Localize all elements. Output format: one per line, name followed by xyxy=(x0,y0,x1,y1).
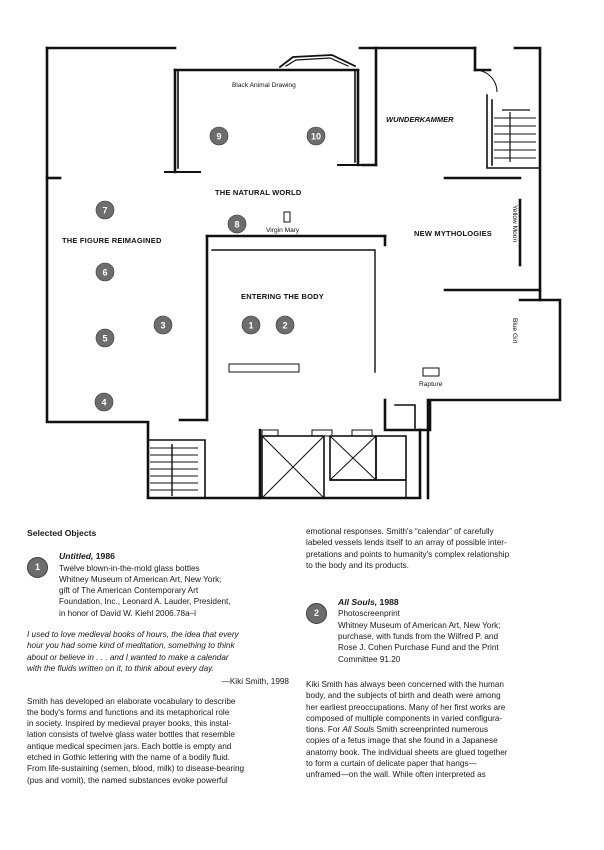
elevator-shafts xyxy=(262,430,406,498)
label-blue-girl: Blue Girl xyxy=(511,318,518,344)
entry-line: Foundation, Inc., Leonard A. Lauder, President, xyxy=(59,597,231,607)
artist-quote xyxy=(27,629,295,674)
entry-line: Committee 91.20 xyxy=(338,654,401,664)
description-paragraph-2 xyxy=(306,679,574,781)
svg-text:8: 8 xyxy=(234,219,240,230)
para-line: From life-sustaining (semen, blood, milk) to disease-bearing xyxy=(27,764,245,774)
display-case xyxy=(229,364,299,372)
inline-artwork-title: All Souls xyxy=(342,725,375,735)
entry-line: Whitney Museum of American Art, New York; xyxy=(59,574,222,584)
entry-line: gift of The American Contemporary Art xyxy=(59,586,199,596)
stairs-top-right xyxy=(494,110,536,162)
entry-line: in honor of David W. Kiehl 2006.78a–l xyxy=(59,608,197,618)
svg-text:10: 10 xyxy=(310,131,322,142)
quote-line: hour you had some kind of meditation, something to think xyxy=(27,641,235,651)
svg-text:2: 2 xyxy=(282,320,288,331)
stairs-bottom-left xyxy=(150,444,198,496)
para-text: tions. For xyxy=(306,725,343,735)
svg-text:7: 7 xyxy=(102,205,108,216)
marker-10 xyxy=(307,127,325,145)
label-black-animal-drawing: Black Animal Drawing xyxy=(232,82,296,89)
section-title: Selected Objects xyxy=(27,528,97,538)
svg-text:5: 5 xyxy=(102,333,108,344)
description-paragraph xyxy=(27,696,295,786)
label-entering-the-body: ENTERING THE BODY xyxy=(241,292,324,301)
text-column-left xyxy=(27,528,295,786)
para-line: etched in Gothic lettering with the name of a bodily fluid. xyxy=(27,753,230,763)
marker-6 xyxy=(96,263,114,281)
para-line: the body's forms and functions and its metaphorical role xyxy=(27,707,230,717)
label-new-mythologies: NEW MYTHOLOGIES xyxy=(414,229,492,238)
svg-text:1: 1 xyxy=(248,320,254,331)
entry-number-badge: 2 xyxy=(306,603,327,624)
entry-title-name: Untitled, xyxy=(59,551,94,562)
para-line: composed of multiple components in varied configura- xyxy=(306,713,503,723)
para-line: unframed—on the wall. While often interpreted as xyxy=(306,770,486,780)
virgin-mary-pedestal xyxy=(284,212,290,222)
quote-line: I used to love medieval books of hours, the idea that every xyxy=(27,630,239,640)
entry-untitled xyxy=(27,551,295,619)
marker-5 xyxy=(96,329,114,347)
para-line: Kiki Smith has always been concerned with the human xyxy=(306,679,504,689)
label-figure-reimagined: THE FIGURE REIMAGINED xyxy=(62,236,162,245)
entry-title-name: All Souls, xyxy=(338,597,378,608)
entry-number-badge: 1 xyxy=(27,557,48,578)
floor-plan-walls xyxy=(47,48,560,498)
para-line: labeled vessels lends itself to an array of possible inter- xyxy=(306,538,507,548)
entry-line: Rose J. Cohen Purchase Fund and the Print xyxy=(338,643,499,653)
para-line: in society. Inspired by medieval prayer books, this instal- xyxy=(27,719,232,729)
svg-text:3: 3 xyxy=(160,320,166,331)
para-line: to the body and its products. xyxy=(306,560,409,570)
para-line: copies of a fetus image that she found in a Japanese xyxy=(306,736,498,746)
quote-line: with the fluids written on it, to think about every day. xyxy=(27,663,214,673)
svg-text:9: 9 xyxy=(216,131,222,142)
entry-line: Photoscreenprint xyxy=(338,609,400,619)
quote-attribution: —Kiki Smith, 1998 xyxy=(221,677,289,687)
marker-9 xyxy=(210,127,228,145)
para-line: anatomy book. The individual sheets are glued together xyxy=(306,747,508,757)
label-virgin-mary: Virgin Mary xyxy=(266,227,300,234)
para-line: to form a curtain of delicate paper that hangs— xyxy=(306,759,477,769)
description-paragraph-continued xyxy=(306,526,574,571)
label-wunderkammer: WUNDERKAMMER xyxy=(386,115,454,124)
para-line: emotional responses. Smith's “calendar” of carefully xyxy=(306,527,494,536)
entry-all-souls xyxy=(306,597,574,665)
marker-7 xyxy=(96,201,114,219)
marker-2 xyxy=(276,316,294,334)
entry-title-year: 1988 xyxy=(377,597,399,608)
entry-line: purchase, with funds from the Wilfred P. and xyxy=(338,632,499,642)
entry-title xyxy=(338,597,574,608)
text-column-right xyxy=(306,526,574,781)
para-line: pretations and points to humanity's complex relationship xyxy=(306,549,510,559)
para-line: antique medical specimen jars. Each bottle is empty and xyxy=(27,741,232,751)
marker-1 xyxy=(242,316,260,334)
marker-4 xyxy=(95,393,113,411)
marker-8 xyxy=(228,215,246,233)
para-line: her earliest preoccupations. Many of her first works are xyxy=(306,702,506,712)
door-arc xyxy=(475,70,497,92)
entry-line: Twelve blown-in-the-mold glass bottles xyxy=(59,563,200,573)
para-line: body, and the subjects of birth and death were among xyxy=(306,691,501,701)
quote-line: about or believe in . . . and I wanted to make a calendar xyxy=(27,652,229,662)
entry-title xyxy=(59,551,295,562)
label-yellow-moon: Yellow Moon xyxy=(511,205,518,243)
rapture-pedestal xyxy=(423,368,439,376)
label-rapture: Rapture xyxy=(419,381,443,388)
svg-text:6: 6 xyxy=(102,267,108,278)
marker-3 xyxy=(154,316,172,334)
svg-text:4: 4 xyxy=(101,397,107,408)
para-text: Smith screenprinted numerous xyxy=(374,725,489,735)
para-line: (pus and vomit), the named substances evoke powerful xyxy=(27,775,228,785)
entry-line: Whitney Museum of American Art, New York; xyxy=(338,620,501,630)
para-line xyxy=(306,724,574,735)
para-line: lation consists of twelve glass water bottles that resemble xyxy=(27,730,235,740)
label-natural-world: THE NATURAL WORLD xyxy=(215,188,302,197)
para-line: Smith has developed an elaborate vocabulary to describe xyxy=(27,696,236,706)
entry-title-year: 1986 xyxy=(93,551,115,562)
